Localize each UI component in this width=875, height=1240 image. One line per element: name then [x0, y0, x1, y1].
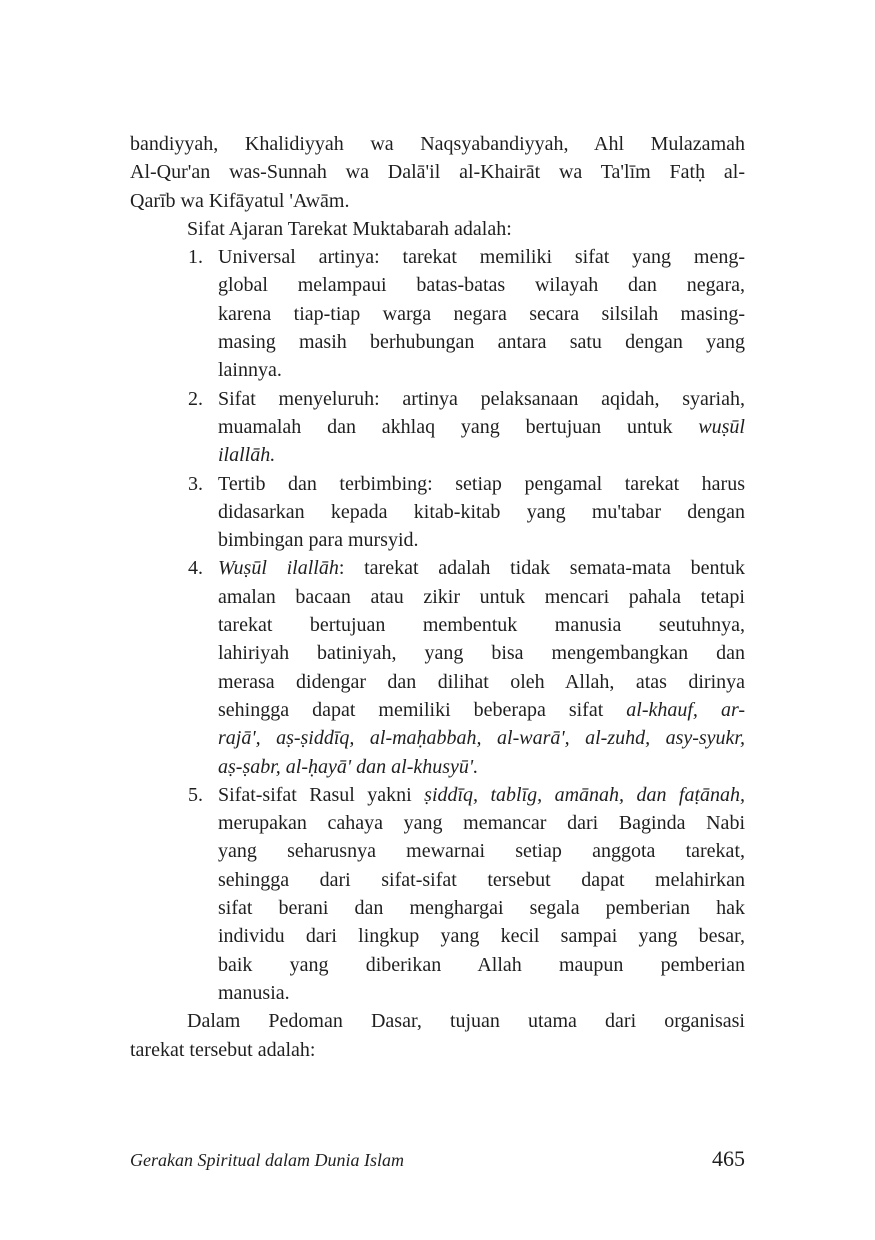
regular-text: Universal artinya: tarekat memiliki sifat yang meng- — [218, 246, 745, 269]
text-line — [130, 187, 745, 215]
text-line — [130, 1007, 745, 1035]
text-line — [218, 951, 745, 979]
list-item — [130, 243, 745, 384]
regular-text: bimbingan para mursyid. — [218, 529, 419, 552]
regular-text: Sifat menyeluruh: artinya pelaksanaan aqidah, syariah, — [218, 387, 745, 410]
regular-text: lahiriyah batiniyah, yang bisa mengembangkan dan — [218, 642, 745, 665]
list-item — [130, 554, 745, 780]
list-item — [130, 385, 745, 470]
text-line — [130, 158, 745, 186]
regular-text: sehingga dari sifat-sifat tersebut dapat melahirkan — [218, 868, 745, 891]
list-item-text — [218, 385, 745, 470]
text-line — [218, 413, 745, 441]
list-item-text — [218, 470, 745, 555]
text-line — [218, 583, 745, 611]
text-line — [218, 837, 745, 865]
text-line — [218, 639, 745, 667]
text-line — [218, 894, 745, 922]
regular-text: Dalam Pedoman Dasar, tujuan utama dari organisasi — [187, 1010, 745, 1033]
text-line — [218, 328, 745, 356]
regular-text: Qarīb wa Kifāyatul 'Awām. — [130, 189, 350, 212]
text-line — [218, 922, 745, 950]
regular-text: Tertib dan terbimbing: setiap pengamal tarekat harus — [218, 472, 745, 495]
list-item-text — [218, 781, 745, 1007]
text-line — [218, 243, 745, 271]
list-item-number: 4. — [188, 557, 203, 580]
text-body — [130, 130, 745, 1064]
text-line — [218, 441, 745, 469]
text-line — [218, 809, 745, 837]
regular-text: muamalah dan akhlaq yang bertujuan untuk — [218, 415, 699, 438]
text-line — [218, 696, 745, 724]
regular-text: masing masih berhubungan antara satu dengan yang — [218, 331, 745, 354]
regular-text: lainnya. — [218, 359, 282, 382]
text-line — [218, 470, 745, 498]
footer-book-title: Gerakan Spiritual dalam Dunia Islam — [130, 1150, 404, 1170]
italic-text: ilallāh. — [218, 444, 276, 467]
text-line — [130, 1036, 745, 1064]
text-line — [218, 781, 745, 809]
text-line — [130, 215, 745, 243]
text-line — [218, 526, 745, 554]
regular-text: : tarekat adalah tidak semata-mata bentuk — [338, 557, 745, 580]
regular-text: amalan bacaan atau zikir untuk mencari pahala tetapi — [218, 585, 745, 608]
text-line — [218, 866, 745, 894]
regular-text: tarekat tersebut adalah: — [130, 1038, 316, 1061]
text-line — [218, 498, 745, 526]
text-line — [218, 300, 745, 328]
regular-text: sehingga dapat memiliki beberapa sifat — [218, 698, 627, 721]
regular-text: Sifat-sifat Rasul yakni — [218, 783, 425, 806]
regular-text: baik yang diberikan Allah maupun pemberian — [218, 953, 745, 976]
list-item-text — [218, 243, 745, 384]
italic-text: rajā', aṣ-ṣiddīq, al-maḥabbah, al-warā', al-zuhd, asy-syukr, — [218, 727, 745, 750]
list-item-number: 5. — [188, 783, 203, 806]
regular-text: tarekat bertujuan membentuk manusia seutuhnya, — [218, 614, 745, 637]
text-line — [218, 753, 745, 781]
text-line — [218, 611, 745, 639]
page-footer — [130, 1146, 745, 1172]
regular-text: manusia. — [218, 981, 290, 1004]
regular-text: didasarkan kepada kitab-kitab yang mu'tabar dengan — [218, 500, 745, 523]
regular-text: Al-Qur'an was-Sunnah wa Dalā'il al-Khairāt wa Ta'līm Fatḥ al- — [130, 161, 745, 184]
regular-text: karena tiap-tiap warga negara secara silsilah masing- — [218, 302, 745, 325]
text-line — [218, 356, 745, 384]
text-line — [218, 554, 745, 582]
text-line — [218, 668, 745, 696]
italic-text: Wuṣūl ilallāh — [218, 557, 339, 580]
regular-text: Sifat Ajaran Tarekat Muktabarah adalah: — [187, 217, 512, 240]
list-item-text — [218, 554, 745, 780]
list-item-number: 3. — [188, 472, 203, 495]
text-line — [218, 271, 745, 299]
text-line — [130, 130, 745, 158]
paragraph — [130, 1007, 745, 1064]
italic-text: al-khauf, ar- — [626, 698, 745, 721]
list-item — [130, 470, 745, 555]
page-number: 465 — [712, 1146, 745, 1171]
paragraph — [130, 130, 745, 215]
regular-text: merasa didengar dan dilihat oleh Allah, atas dirinya — [218, 670, 745, 693]
list-item-number: 1. — [188, 246, 203, 269]
text-line — [218, 979, 745, 1007]
regular-text: bandiyyah, Khalidiyyah wa Naqsyabandiyyah, Ahl Mulazamah — [130, 133, 745, 155]
paragraph — [130, 215, 745, 243]
italic-text: wuṣūl — [698, 415, 745, 438]
list-item-number: 2. — [188, 387, 203, 410]
regular-text: sifat berani dan menghargai segala pemberian hak — [218, 897, 745, 920]
regular-text: merupakan cahaya yang memancar dari Baginda Nabi — [218, 812, 745, 835]
italic-text: aṣ-ṣabr, al-ḥayā' dan al-khusyū'. — [218, 755, 479, 778]
list-item — [130, 781, 745, 1007]
text-line — [218, 385, 745, 413]
regular-text: global melampaui batas-batas wilayah dan negara, — [218, 274, 745, 297]
regular-text: individu dari lingkup yang kecil sampai yang besar, — [218, 925, 745, 948]
text-line — [218, 724, 745, 752]
italic-text: ṣiddīq, tablīg, amānah, dan faṭānah, — [424, 783, 746, 806]
regular-text: yang seharusnya mewarnai setiap anggota tarekat, — [218, 840, 745, 863]
